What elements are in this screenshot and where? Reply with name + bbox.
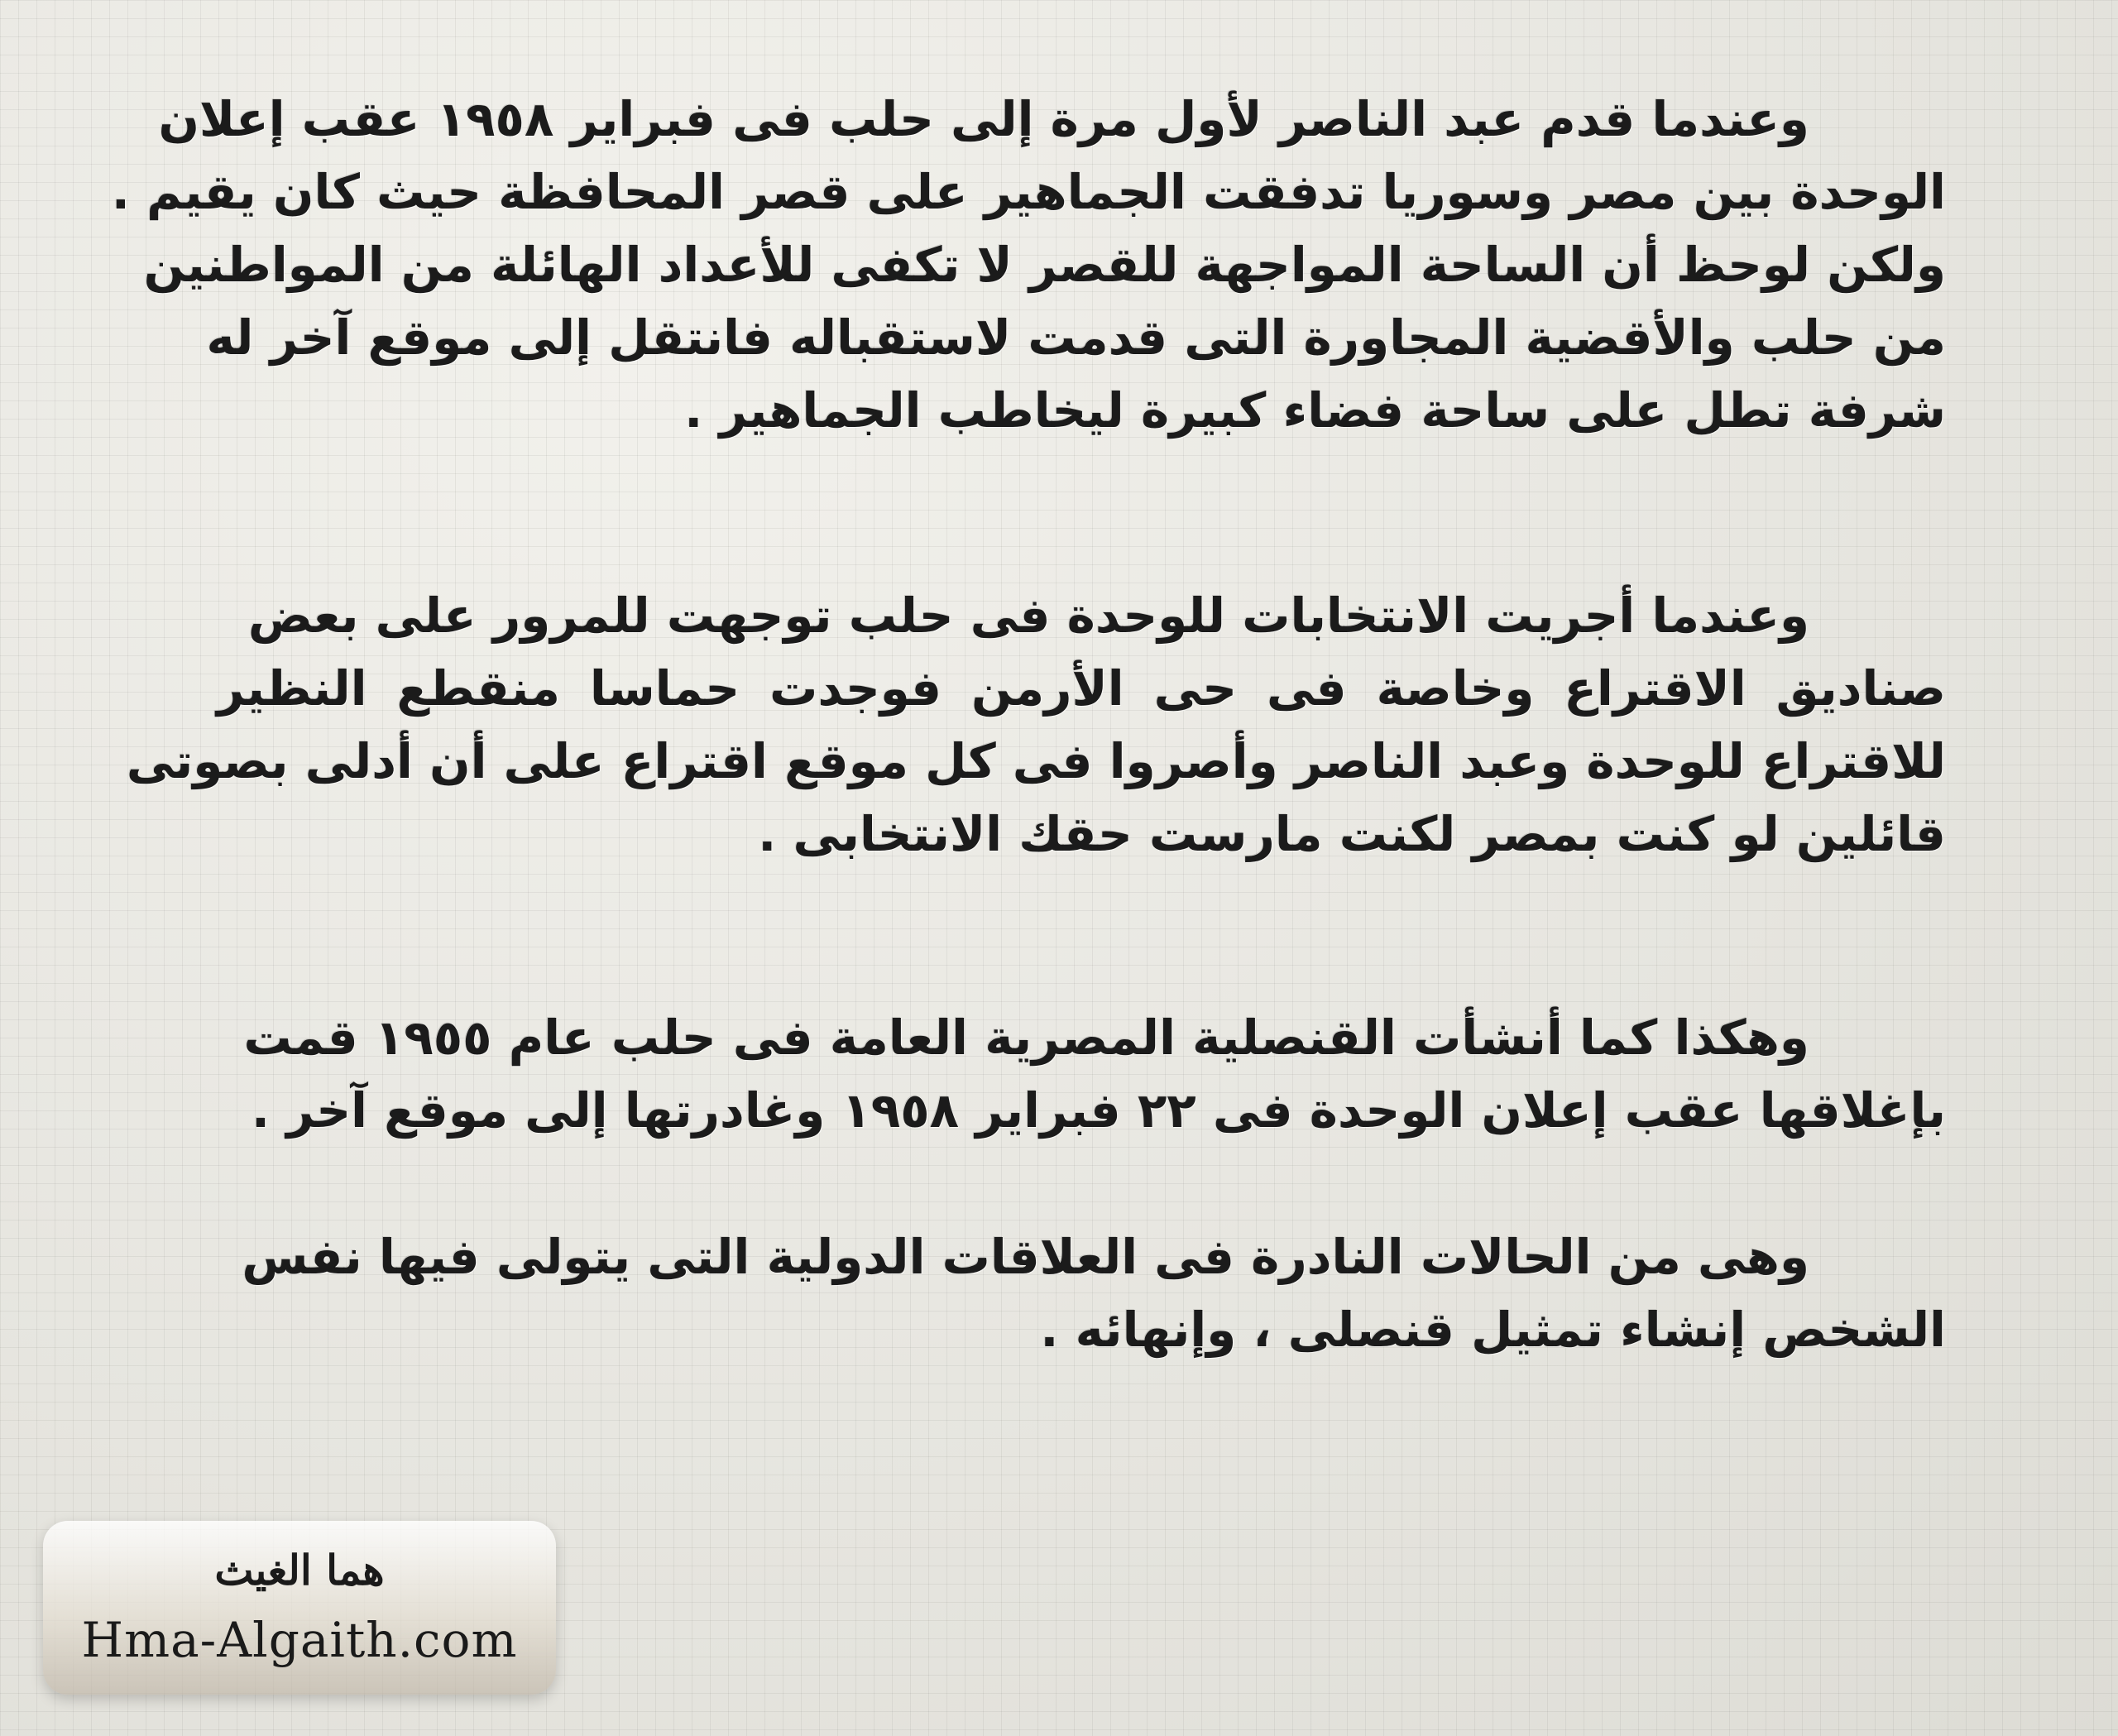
text-line: قائلين لو كنت بمصر لكنت مارست حقك الانتخابى . bbox=[758, 806, 1946, 862]
paragraph-3 bbox=[217, 1001, 1946, 1147]
text-line: شرفة تطل على ساحة فضاء كبيرة ليخاطب الجماهير . bbox=[684, 382, 1946, 439]
text-line: وعندما أجريت الانتخابات للوحدة فى حلب توجهت للمرور على بعض bbox=[247, 587, 1809, 644]
text-line: الشخص إنشاء تمثيل قنصلى ، وإنهائه . bbox=[1040, 1302, 1946, 1358]
text-line: ولكن لوحظ أن الساحة المواجهة للقصر لا تكفى للأعداد الهائلة من المواطنين bbox=[143, 237, 1946, 293]
text-line: من حلب والأقضية المجاورة التى قدمت لاستقباله فانتقل إلى موقع آخر له bbox=[206, 309, 1946, 366]
watermark-arabic-text: هما الغيث bbox=[214, 1546, 385, 1595]
text-line: بإغلاقها عقب إعلان الوحدة فى ٢٢ فبراير ١٩٥٨ وغادرتها إلى موقع آخر . bbox=[252, 1082, 1946, 1139]
text-line: للاقتراع للوحدة وعبد الناصر وأصروا فى كل موقع اقتراع على أن أدلى بصوتى bbox=[126, 733, 1946, 789]
text-line: الوحدة بين مصر وسوريا تدفقت الجماهير على قصر المحافظة حيث كان يقيم . bbox=[111, 164, 1946, 220]
paragraph-4 bbox=[217, 1220, 1946, 1366]
watermark-badge bbox=[43, 1521, 556, 1695]
text-line: وهكذا كما أنشأت القنصلية المصرية العامة فى حلب عام ١٩٥٥ قمت bbox=[243, 1009, 1809, 1066]
text-line: صناديق الاقتراع وخاصة فى حى الأرمن فوجدت حماسا منقطع النظير bbox=[217, 660, 1946, 717]
paragraph-1 bbox=[111, 83, 1946, 447]
text-line: وعندما قدم عبد الناصر لأول مرة إلى حلب فى فبراير ١٩٥٨ عقب إعلان bbox=[158, 91, 1809, 147]
paragraph-2 bbox=[126, 579, 1946, 870]
text-line: وهى من الحالات النادرة فى العلاقات الدولية التى يتولى فيها نفس bbox=[242, 1229, 1809, 1285]
watermark-site-text: Hma-Algaith.com bbox=[81, 1612, 518, 1668]
